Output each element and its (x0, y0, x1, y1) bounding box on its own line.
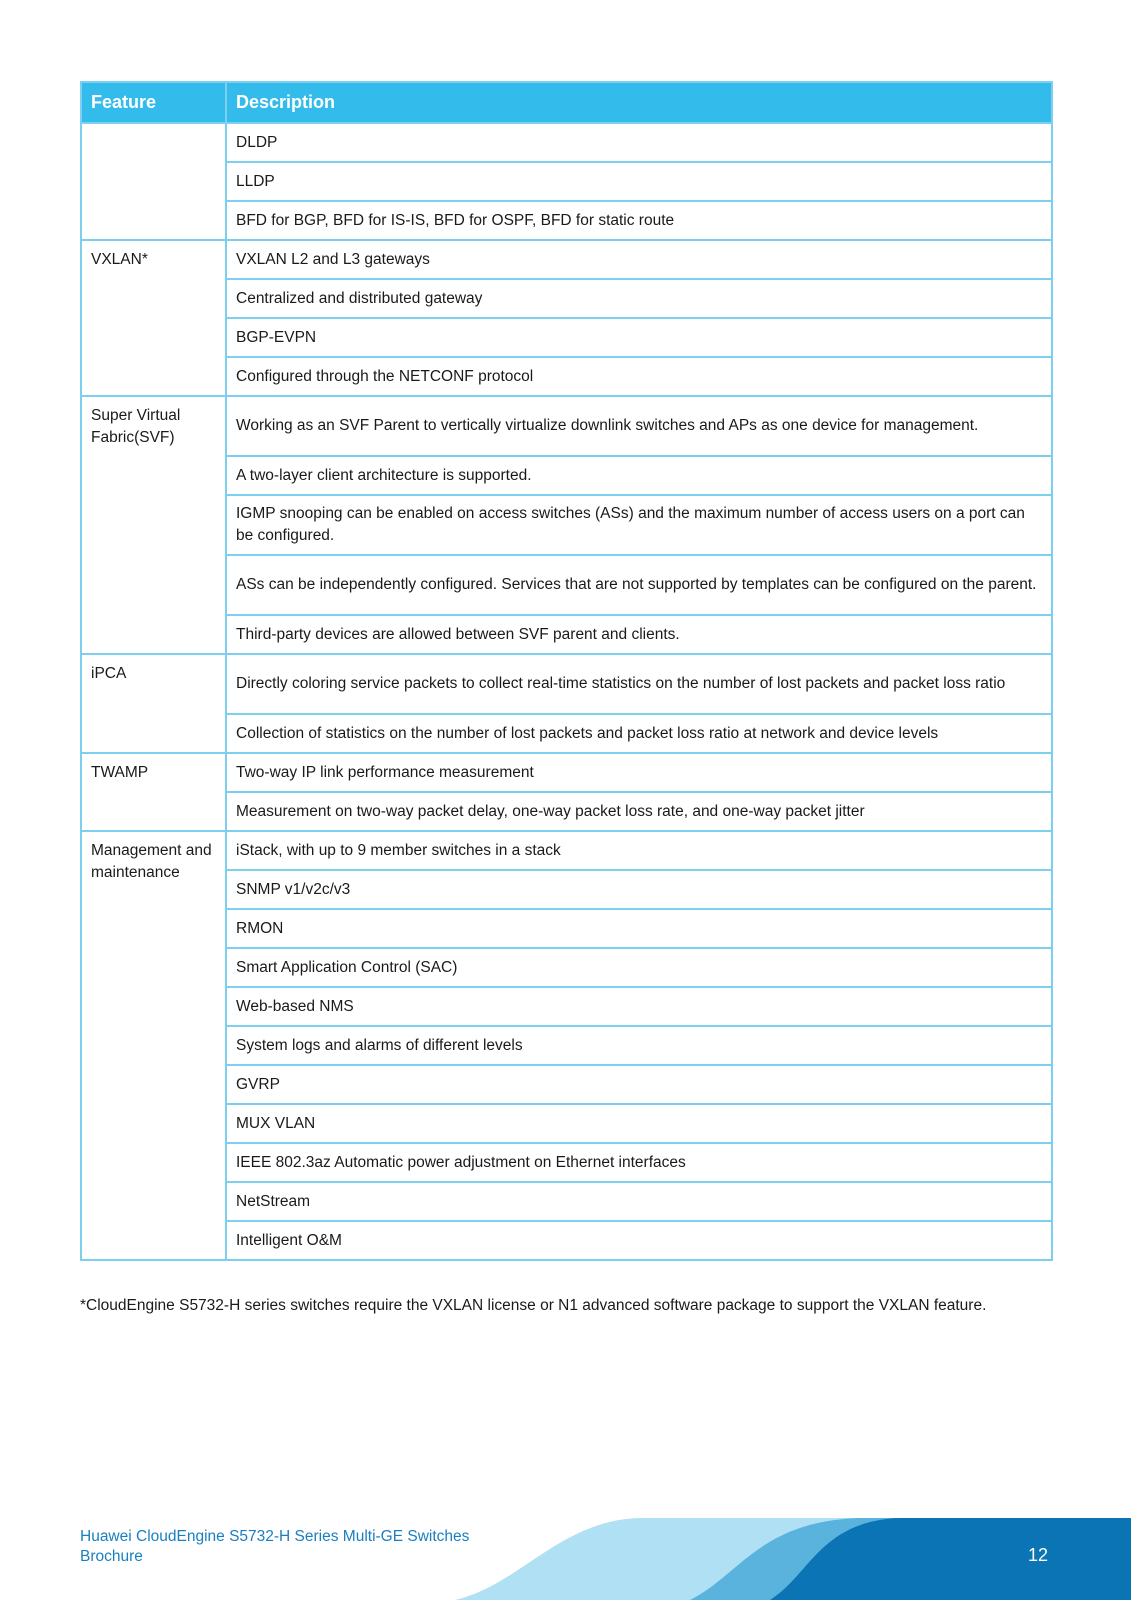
table-row (81, 831, 1052, 870)
description-cell: IEEE 802.3az Automatic power adjustment on Ethernet interfaces (226, 1143, 1052, 1182)
table-row (81, 279, 1052, 318)
description-cell: Third-party devices are allowed between SVF parent and clients. (226, 615, 1052, 654)
description-cell: BFD for BGP, BFD for IS-IS, BFD for OSPF, BFD for static route (226, 201, 1052, 240)
table-row (81, 615, 1052, 654)
feature-cell: TWAMP (81, 753, 226, 831)
feature-cell: Management and maintenance (81, 831, 226, 1260)
table-header-row (81, 82, 1052, 123)
description-cell: A two-layer client architecture is supported. (226, 456, 1052, 495)
feature-table (80, 81, 1053, 1261)
table-row (81, 792, 1052, 831)
description-cell: GVRP (226, 1065, 1052, 1104)
description-cell: iStack, with up to 9 member switches in a stack (226, 831, 1052, 870)
description-cell: Smart Application Control (SAC) (226, 948, 1052, 987)
description-cell: Web-based NMS (226, 987, 1052, 1026)
table-row (81, 1026, 1052, 1065)
header-description: Description (226, 82, 1052, 123)
description-cell: MUX VLAN (226, 1104, 1052, 1143)
description-cell: Collection of statistics on the number of lost packets and packet loss ratio at network and device levels (226, 714, 1052, 753)
feature-cell: iPCA (81, 654, 226, 753)
table-row (81, 654, 1052, 714)
table-row (81, 948, 1052, 987)
table-row (81, 909, 1052, 948)
description-cell: Directly coloring service packets to collect real-time statistics on the number of lost packets and packet loss ratio (226, 654, 1052, 714)
table-row (81, 1221, 1052, 1260)
table-row (81, 162, 1052, 201)
table-row (81, 201, 1052, 240)
description-cell: Centralized and distributed gateway (226, 279, 1052, 318)
table-row (81, 1065, 1052, 1104)
footer-title-line1: Huawei CloudEngine S5732-H Series Multi-GE Switches (80, 1528, 470, 1545)
feature-cell (81, 123, 226, 240)
description-cell: Intelligent O&M (226, 1221, 1052, 1260)
table-row (81, 987, 1052, 1026)
page-number: 12 (1028, 1545, 1049, 1565)
description-cell: BGP-EVPN (226, 318, 1052, 357)
feature-cell: Super Virtual Fabric(SVF) (81, 396, 226, 654)
description-cell: RMON (226, 909, 1052, 948)
table-row (81, 870, 1052, 909)
description-cell: Measurement on two-way packet delay, one-way packet loss rate, and one-way packet jitter (226, 792, 1052, 831)
description-cell: LLDP (226, 162, 1052, 201)
table-row (81, 714, 1052, 753)
description-cell: System logs and alarms of different levels (226, 1026, 1052, 1065)
description-cell: SNMP v1/v2c/v3 (226, 870, 1052, 909)
feature-cell: VXLAN* (81, 240, 226, 396)
table-row (81, 123, 1052, 162)
table-row (81, 495, 1052, 555)
table-row (81, 1143, 1052, 1182)
description-cell: Configured through the NETCONF protocol (226, 357, 1052, 396)
table-row (81, 555, 1052, 615)
table-row (81, 396, 1052, 456)
footer-title-line2: Brochure (80, 1548, 143, 1565)
table-row (81, 240, 1052, 279)
table-row (81, 1182, 1052, 1221)
description-cell: VXLAN L2 and L3 gateways (226, 240, 1052, 279)
table-row (81, 1104, 1052, 1143)
table-row (81, 357, 1052, 396)
description-cell: Two-way IP link performance measurement (226, 753, 1052, 792)
description-cell: NetStream (226, 1182, 1052, 1221)
header-feature: Feature (81, 82, 226, 123)
table-row (81, 318, 1052, 357)
description-cell: ASs can be independently configured. Services that are not supported by templates can be configured on the parent. (226, 555, 1052, 615)
description-cell: DLDP (226, 123, 1052, 162)
description-cell: IGMP snooping can be enabled on access switches (ASs) and the maximum number of access users on a port can be configured. (226, 495, 1052, 555)
table-row (81, 753, 1052, 792)
description-cell: Working as an SVF Parent to vertically virtualize downlink switches and APs as one device for management. (226, 396, 1052, 456)
table-row (81, 456, 1052, 495)
footer-document-title (80, 1527, 469, 1567)
footnote: *CloudEngine S5732-H series switches require the VXLAN license or N1 advanced software package to support the VXLAN feature. (80, 1297, 987, 1314)
